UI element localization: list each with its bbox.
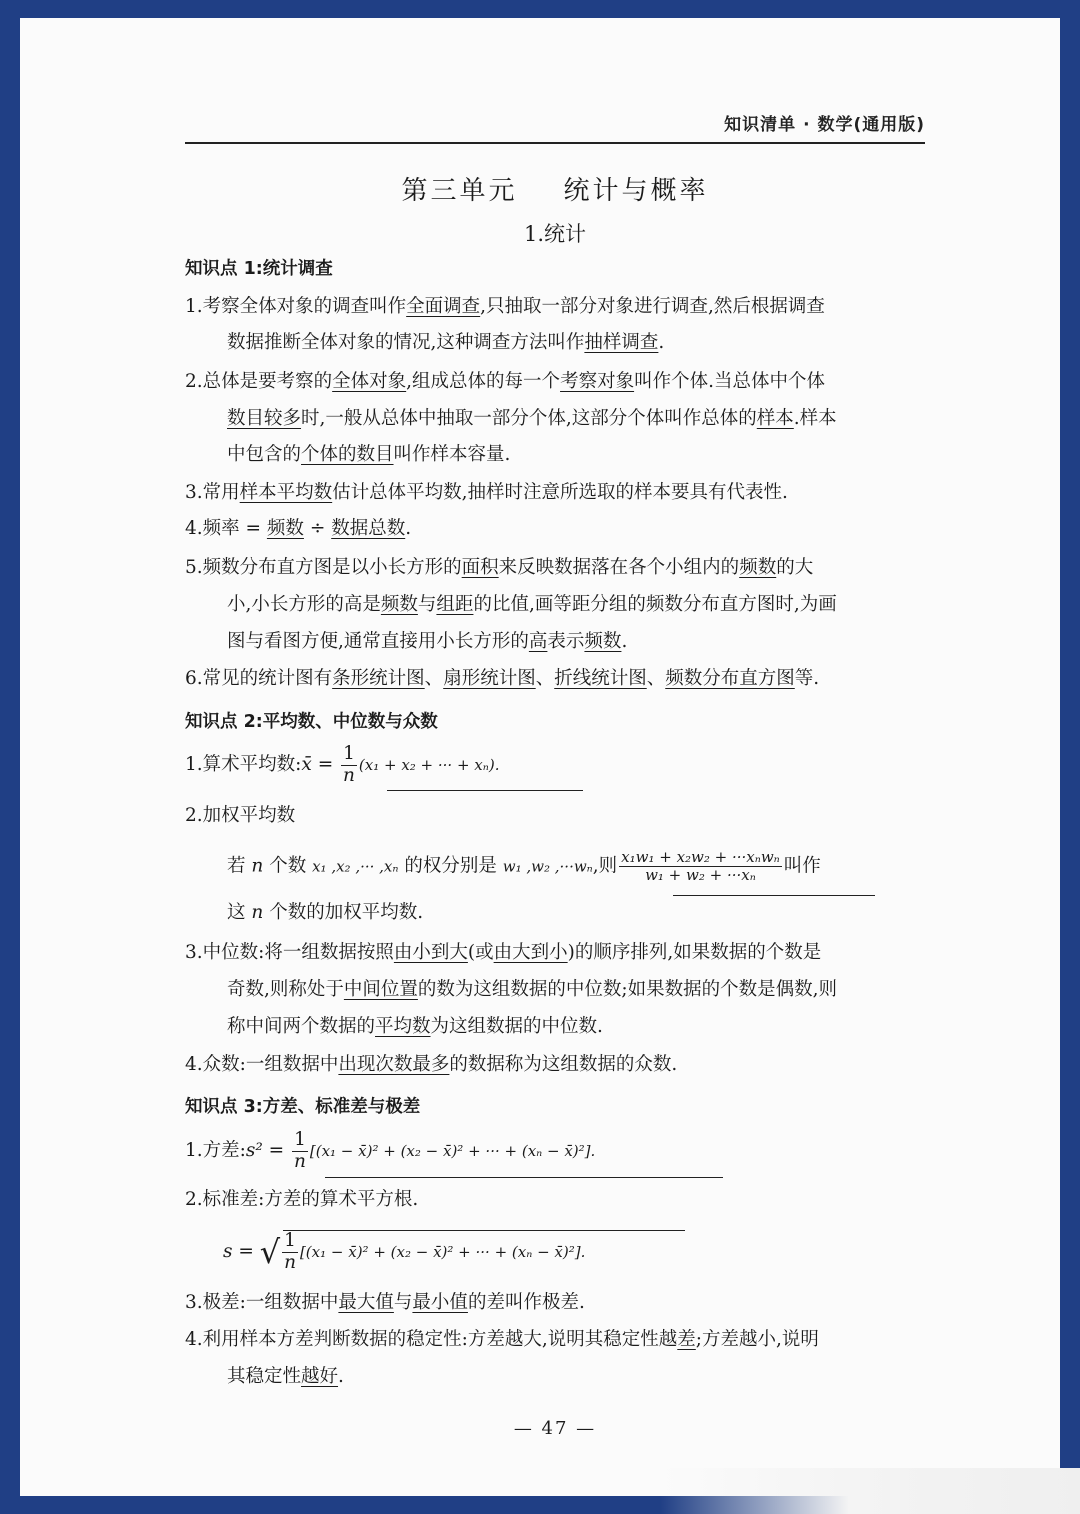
kp1-item5-line3: 图与看图方便,通常直接用小长方形的高表示频数.: [227, 631, 628, 652]
kp2-item2-label: 2.加权平均数: [185, 805, 296, 826]
kp2-item3-line2: 奇数,则称处于中间位置的数为这组数据的中位数;如果数据的个数是偶数,则: [227, 979, 838, 1000]
kp1-item2-line3: 中包含的个体的数目叫作样本容量.: [227, 444, 511, 465]
kp1-item5-line2: 小,小长方形的高是频数与组距的比值,画等距分组的频数分布直方图时,为画: [227, 594, 837, 615]
standard-deviation-formula: s = √ $\frac{1}{n}$ [(x₁ − x̄)² + (x₂ − x̄)² + ··· + (xₙ − x̄)²].: [223, 1230, 586, 1273]
variance-formula: 1.方差:s² = $\frac{1}{n}$ [(x₁ − x̄)² + (x₂ − x̄)² + ··· + (xₙ − x̄)²].: [185, 1129, 596, 1172]
kp1-item1-line2: 数据推断全体对象的情况,这种调查方法叫作抽样调查.: [227, 332, 665, 353]
document-page: [20, 18, 1060, 1496]
kp1-item1-line1: 1.考察全体对象的调查叫作全面调查,只抽取一部分对象进行调查,然后根据调查: [185, 296, 825, 317]
kp3-heading: 知识点 3:方差、标准差与极差: [185, 1097, 421, 1117]
kp3-item4-line2: 其稳定性越好.: [227, 1366, 344, 1387]
kp3-item3: 3.极差:一组数据中最大值与最小值的差叫作极差.: [185, 1292, 585, 1313]
running-head: 知识清单 · 数学(通用版): [724, 115, 925, 135]
formula-underline: [673, 895, 875, 896]
formula-underline: [325, 1177, 723, 1178]
kp1-item2-line2: 数目较多时,一般从总体中抽取一部分个体,这部分个体叫作总体的样本.样本: [227, 408, 837, 429]
unit-name: 统计与概率: [563, 176, 709, 206]
unit-number: 第三单元: [401, 176, 518, 206]
kp1-item5-line1: 5.频数分布直方图是以小长方形的面积来反映数据落在各个小组内的频数的大: [185, 557, 814, 578]
kp1-item2-line1: 2.总体是要考察的全体对象,组成总体的每一个考察对象叫作个体.当总体中个体: [185, 371, 825, 392]
formula-underline: [387, 790, 583, 791]
kp3-item4-line1: 4.利用样本方差判断数据的稳定性:方差越大,说明其稳定性越差;方差越小,说明: [185, 1329, 819, 1350]
corner-fade: [660, 1468, 1080, 1514]
sqrt-overbar: [283, 1230, 685, 1231]
kp1-heading: 知识点 1:统计调查: [185, 259, 333, 279]
weighted-mean-line: 若 n 个数 x₁ ,x₂ ,··· ,xₙ 的权分别是 w₁ ,w₂ ,···wₙ,则 $\frac{\text{x₁w₁ + x₂w₂ + ···xₙwₙ}}{\text{w₁ + w₂ + ···xₙ}}$ 叫作: [227, 848, 821, 884]
kp2-item4: 4.众数:一组数据中出现次数最多的数据称为这组数据的众数.: [185, 1054, 678, 1075]
arithmetic-mean-formula: 1.算术平均数:x̄ = $\frac{1}{n}$ (x₁ + x₂ + ··· + xₙ).: [185, 743, 500, 786]
kp1-item3: 3.常用样本平均数估计总体平均数,抽样时注意所选取的样本要具有代表性.: [185, 482, 788, 503]
kp1-item4: 4.频率 = 频数 ÷ 数据总数.: [185, 518, 412, 539]
kp2-item3-line1: 3.中位数:将一组数据按照由小到大(或由大到小)的顺序排列,如果数据的个数是: [185, 942, 822, 963]
kp2-item3-line3: 称中间两个数据的平均数为这组数据的中位数.: [227, 1016, 603, 1037]
weighted-mean-tail: 这 n 个数的加权平均数.: [227, 902, 424, 923]
unit-title: [185, 170, 925, 207]
kp2-heading: 知识点 2:平均数、中位数与众数: [185, 712, 438, 732]
kp1-item6: 6.常见的统计图有条形统计图、扇形统计图、折线统计图、频数分布直方图等.: [185, 668, 820, 689]
section-title: 1.统计: [523, 222, 587, 246]
page-number: — 47 —: [513, 1418, 597, 1439]
header-rule: [185, 142, 925, 144]
kp3-item2: 2.标准差:方差的算术平方根.: [185, 1189, 419, 1210]
